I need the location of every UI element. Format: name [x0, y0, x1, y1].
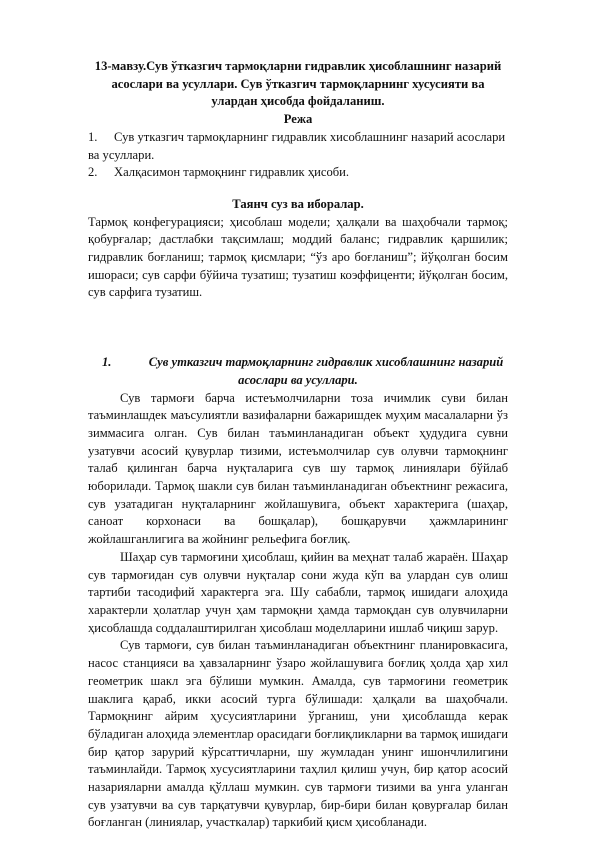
keywords-text: Тармоқ конфегурацияси; ҳисоблаш модели; ҳалқали ва шаҳобчали тармоқ; қобурғалар; дастлабки тақсимлаш; моддий баланс; гидравлик қаршилик; гидравлик боғланиш; тармоқ қисмлари; “ўз аро боғланиш”; йўқолган босим ишораси; сув сарфи бўйича тузатиш; тузатиш коэффиценти; йўқолган босим, сув сарфига тузатиш. [88, 214, 508, 300]
section-heading-line2: асослари ва усуллари. [238, 372, 358, 387]
section-heading [88, 354, 508, 372]
section-number: 1. [102, 355, 112, 370]
plan-item-number: 2. [88, 165, 98, 180]
section-heading-line1: Сув утказгич тармоқларнинг гидравлик хисоблашнинг назарий [148, 355, 504, 370]
body-paragraph: Сув тармоғи барча истеъмолчиларни тоза ичимлик суви билан таъминлашдек маъсулиятли вазифаларни бажаришдек муҳим масалаларни ўз зиммасига олган. Сув билан таъминланадиган объект ҳудудига сувни узатувчи асосий қувурлар тизими, истеъмолчилар сув олувчи тармоқнинг талаб қилинган барча нуқталарига сув шу тармоқ линиялари бўйлаб юборилади. Тармоқ шакли сув билан таъминланадиган объектнинг режасига, сув узатадиган нуқталарнинг жойлашувига, объект характерига (шаҳар, саноат корхонаси ва бошқалар), бошқарувчи ҳажмларининг жойлашганлигига ва жойнинг рельефига боғлиқ. [88, 390, 508, 547]
plan-item [88, 129, 508, 164]
plan-heading: Режа [283, 112, 313, 127]
plan-item-text: Сув утказгич тармоқларнинг гидравлик хисоблашнинг назарий асослари ва усуллари. [88, 129, 506, 162]
document-page [88, 58, 508, 832]
plan-item-text: Халқасимон тармоқнинг гидравлик ҳисоби. [114, 165, 350, 180]
plan-item-number: 1. [88, 129, 98, 144]
body-paragraph: Шаҳар сув тармоғини ҳисоблаш, қийин ва меҳнат талаб жараён. Шаҳар сув тармоғидан сув олувчи нуқталар сони жуда кўп ва улардан сув олиш тартиби тасодифий характерга эга. Шу сабабли, тармоқ ишидаги алоҳида характерли ҳолатлар учун ҳам тармоқни ҳамда тармоқдан сув олувчиларни ҳисоблашда соддалаштирилган ҳисоблаш моделларини ишлаб чиқиш зарур. [88, 549, 508, 635]
body-paragraph: Сув тармоғи, сув билан таъминланадиган объектнинг планировкасига, насос станцияси ва ҳавзаларнинг ўзаро жойлашувига боғлиқ ҳолда ҳар хил геометрик шакл эга бўлиши мумкин. Амалда, сув тармоғини геометрик шаклига қараб, икки асосий турга бўлишади: ҳалқали ва шаҳобчали. Тармоқнинг айрим ҳусусиятларини ўрганиш, уни ҳисоблашда керак бўладиган алоҳида элементлар орасидаги боғлиқликларни ва тармоқ ишидаги бир қатор зарурий кўрсаттичларни, шу жумладан унинг ишончлилигини таъминлайди. Тармоқ хусусиятларини таҳлил қилиш учун, бир қатор асосий назарияларни амалда қўллаш мумкин. сув тармоғи тизими ва унга уланган сув узатувчи ва сув тарқатувчи қувурлар, бир-бири билан қовурғалар билан боғланган (линиялар, участкалар) таркибий қисм ҳисобланади. [88, 638, 508, 830]
document-title: 13-мавзу.Сув ўтказгич тармоқларни гидравлик ҳисоблашнинг назарий асослари ва усуллари. Сув ўтказгич тармоқларнинг хусусияти ва улардан ҳисобда фойдаланиш. [94, 59, 502, 109]
plan-item [88, 164, 508, 182]
keywords-heading: Таянч суз ва иборалар. [232, 196, 364, 211]
